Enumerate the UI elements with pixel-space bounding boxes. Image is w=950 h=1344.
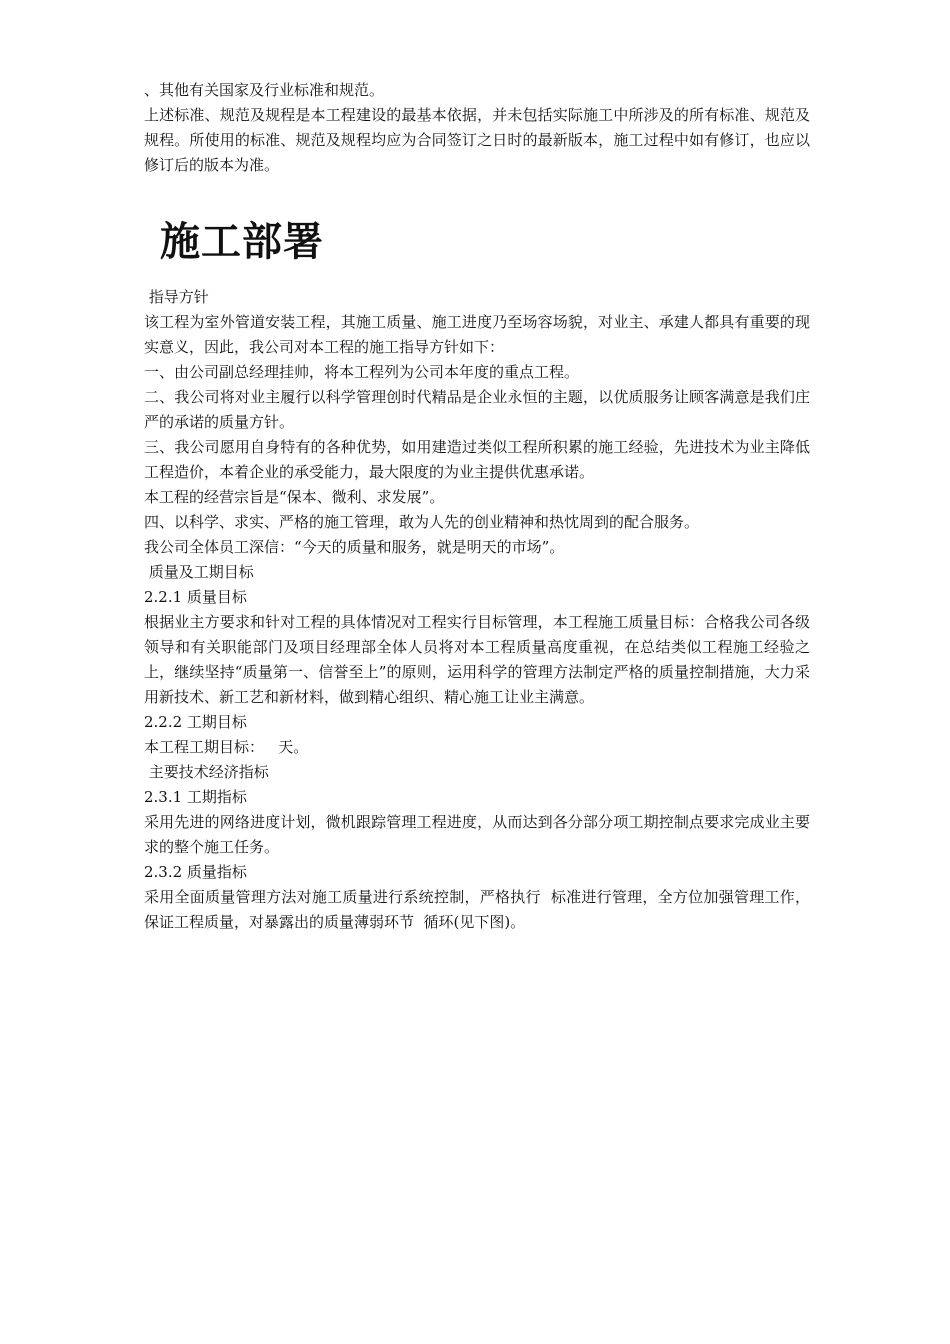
quality-goal-heading: 2.2.1 质量目标	[144, 588, 247, 606]
guideline-tenet: 本工程的经营宗旨是“保本、微利、求发展”。	[144, 488, 445, 506]
period-indicator-heading: 2.3.1 工期指标	[144, 788, 247, 806]
guideline-paragraph: 该工程为室外管道安装工程，其施工质量、施工进度乃至场容场貌，对业主、承建人都具有重要的现实意义，因此，我公司对本工程的施工指导方针如下：	[144, 313, 810, 356]
indicators-heading: 主要技术经济指标	[144, 763, 269, 781]
period-goal-paragraph: 本工程工期目标： 天。	[144, 738, 309, 756]
intro-paragraph-2: 上述标准、规范及规程是本工程建设的最基本依据，并未包括实际施工中所涉及的所有标准、规范及规程。所使用的标准、规范及规程均应为合同签订之日时的最新版本，施工过程中如有修订，也应以修订后的版本为准。	[144, 106, 810, 174]
guideline-item-2: 二、我公司将对业主履行以科学管理创时代精品是企业永恒的主题，以优质服务让顾客满意是我们庄严的承诺的质量方针。	[144, 388, 810, 431]
section-title: 施工部署	[160, 219, 324, 265]
quality-indicator-heading: 2.3.2 质量指标	[144, 863, 247, 881]
document-page	[144, 78, 810, 935]
intro-paragraph-1: 、其他有关国家及行业标准和规范。	[144, 81, 385, 99]
guideline-item-4: 四、以科学、求实、严格的施工管理，敢为人先的创业精神和热忱周到的配合服务。	[144, 513, 700, 531]
quality-goal-paragraph: 根据业主方要求和针对工程的具体情况对工程实行目标管理，本工程施工质量目标：合格我公司各级领导和有关职能部门及项目经理部全体人员将对本工程质量高度重视，在总结类似工程施工经验之上，继续坚持“质量第一、信誉至上”的原则，运用科学的管理方法制定严格的质量控制措施，大力采用新技术、新工艺和新材料，做到精心组织、精心施工让业主满意。	[144, 613, 810, 706]
goals-heading: 质量及工期目标	[144, 563, 254, 581]
guideline-heading: 指导方针	[144, 288, 209, 306]
quality-indicator-paragraph: 采用全面质量管理方法对施工质量进行系统控制，严格执行 标准进行管理，全方位加强管理工作，保证工程质量，对暴露出的质量薄弱环节 循环(见下图)。	[144, 888, 810, 931]
period-indicator-paragraph: 采用先进的网络进度计划，微机跟踪管理工程进度，从而达到各分部分项工期控制点要求完成业主要求的整个施工任务。	[144, 813, 810, 856]
guideline-item-3: 三、我公司愿用自身特有的各种优势，如用建造过类似工程所积累的施工经验，先进技术为业主降低工程造价，本着企业的承受能力，最大限度的为业主提供优惠承诺。	[144, 438, 810, 481]
guideline-item-1: 一、由公司副总经理挂帅，将本工程列为公司本年度的重点工程。	[144, 363, 580, 381]
spacer	[144, 178, 810, 213]
guideline-belief: 我公司全体员工深信：“今天的质量和服务，就是明天的市场”。	[144, 538, 565, 556]
period-goal-heading: 2.2.2 工期目标	[144, 713, 247, 731]
